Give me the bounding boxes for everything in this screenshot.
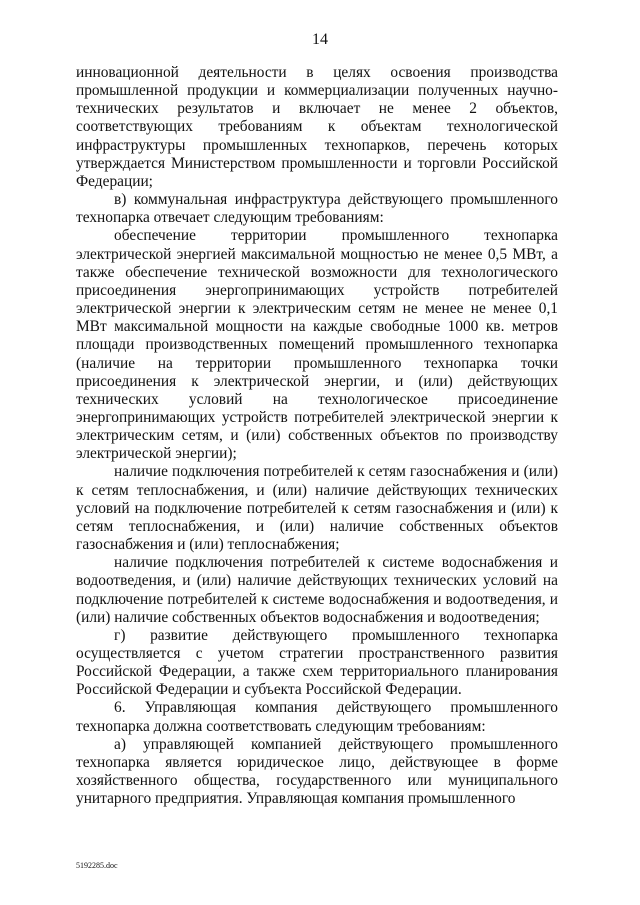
- footer-filename: 5192285.doc: [76, 861, 118, 870]
- document-body: [76, 64, 558, 808]
- paragraph-8: а) управляющей компанией действующего промышленного технопарка является юридическое лицо, действующее в форме хозяйственного общества, государственного или муниципального унитарного предприятия. Управляющая компания промышленного: [76, 735, 558, 808]
- paragraph-3: обеспечение территории промышленного технопарка электрической энергией максимальной мощностью не менее 0,5 МВт, а также обеспечение технической возможности для технологического присоединения энергопринимающих устройств потребителей электрической энергии к электрическим сетям не менее не менее 0,1 МВт максимальной мощности на каждые свободные 1000 кв. метров площади производственных помещений промышленного технопарка (наличие на территории промышленного технопарка точки присоединения к электрической энергии, и (или) действующих технических условий на технологическое присоединение энергопринимающих устройств потребителей электрической энергии к электрическим сетям, и (или) собственных объектов по производству электрической энергии);: [76, 227, 558, 463]
- paragraph-6: г) развитие действующего промышленного технопарка осуществляется с учетом стратегии пространственного развития Российской Федерации, а также схем территориального планирования Российской Федерации и субъекта Российской Федерации.: [76, 626, 558, 699]
- paragraph-2: в) коммунальная инфраструктура действующего промышленного технопарка отвечает следующим требованиям:: [76, 191, 558, 227]
- paragraph-5: наличие подключения потребителей к системе водоснабжения и водоотведения, и (или) наличие действующих технических условий на подключение потребителей к системе водоснабжения и водоотведения, и (или) наличие собственных объектов водоснабжения и водоотведения;: [76, 554, 558, 626]
- page-number: 14: [312, 31, 328, 48]
- paragraph-4: наличие подключения потребителей к сетям газоснабжения и (или) к сетям теплоснабжения, и (или) наличие действующих технических условий на подключение потребителей к сетям газоснабжения и (или) к сетям теплоснабжения, и (или) наличие собственных объектов газоснабжения и (или) теплоснабжения;: [76, 463, 558, 554]
- paragraph-1: инновационной деятельности в целях освоения производства промышленной продукции и коммерциализации полученных научно-технических результатов и включает не менее 2 объектов, соответствующих требованиям к объектам технологической инфраструктуры промышленных технопарков, перечень которых утверждается Министерством промышленности и торговли Российской Федерации;: [76, 64, 558, 190]
- paragraph-7: 6. Управляющая компания действующего промышленного технопарка должна соответствовать следующим требованиям:: [76, 699, 558, 735]
